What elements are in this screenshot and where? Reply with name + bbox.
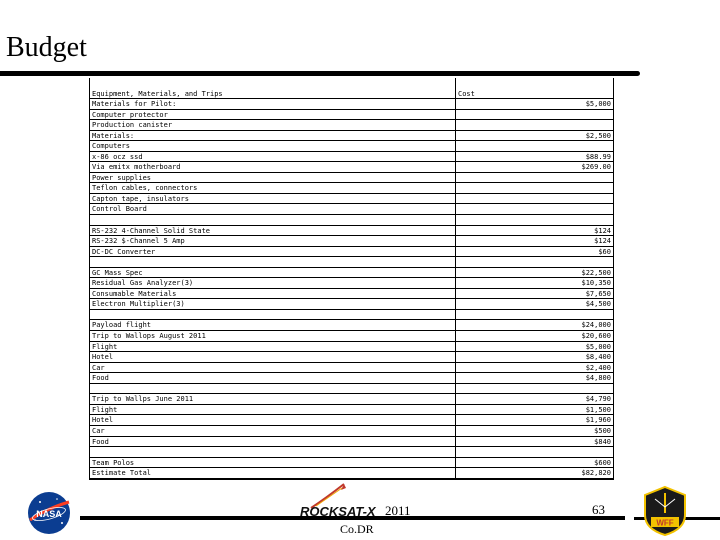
table-row: [90, 458, 613, 469]
row-item-cell: Flight: [90, 405, 456, 415]
table-row: [90, 183, 613, 194]
table-row: [90, 215, 613, 226]
row-item-cell: [90, 310, 456, 320]
table-row: [90, 363, 613, 374]
row-item-cell: Teflon cables, connectors: [90, 183, 456, 193]
table-row: [90, 236, 613, 247]
table-row: [90, 99, 613, 110]
row-item-cell: [90, 384, 456, 394]
table-row: [90, 278, 613, 289]
row-cost-cell: $2,500: [585, 131, 611, 140]
budget-table: [89, 78, 614, 480]
table-row: [90, 468, 613, 479]
table-row: [90, 299, 613, 310]
row-item-cell: Team Polos: [90, 458, 456, 468]
row-cost-cell: $24,000: [581, 321, 611, 330]
table-row: [90, 257, 613, 268]
row-item-cell: GC Mass Spec: [90, 268, 456, 278]
row-cost-cell: $600: [594, 458, 611, 467]
table-row: [90, 331, 613, 342]
row-cost-cell: $82,820: [581, 469, 611, 478]
table-row: [90, 310, 613, 321]
row-cost-cell: $10,350: [581, 279, 611, 288]
row-cost-cell: $840: [594, 437, 611, 446]
table-row: [90, 394, 613, 405]
row-cost-cell: [456, 257, 613, 267]
row-item-cell: Materials for Pilot:: [90, 99, 456, 109]
row-cost-cell: $124: [594, 237, 611, 246]
footer-codr: Co.DR: [340, 522, 374, 536]
row-item-cell: Food: [90, 373, 456, 383]
table-row: [90, 162, 613, 173]
row-item-cell: x-86 ocz ssd: [90, 152, 456, 162]
table-row: [90, 173, 613, 184]
row-cost-cell: [456, 110, 613, 120]
row-item-cell: Residual Gas Analyzer(3): [90, 278, 456, 288]
table-row: [90, 447, 613, 458]
table-row: [90, 247, 613, 258]
row-item-cell: Hotel: [90, 415, 456, 425]
row-item-cell: DC-DC Converter: [90, 247, 456, 257]
row-item-cell: Hotel: [90, 352, 456, 362]
row-item-cell: [90, 215, 456, 225]
row-cost-cell: $4,500: [585, 300, 611, 309]
row-cost-cell: [456, 384, 613, 394]
slide-title: Budget: [6, 32, 87, 63]
table-row: [90, 204, 613, 215]
row-item-cell: Trip to Wallps June 2011: [90, 394, 456, 404]
row-item-cell: Estimate Total: [90, 468, 456, 478]
table-row: [90, 352, 613, 363]
table-row: [90, 141, 613, 152]
row-item-cell: RS-232 $-Channel 5 Amp: [90, 236, 456, 246]
row-item-cell: [90, 257, 456, 267]
header-item-cell: Equipment, Materials, and Trips: [90, 78, 456, 98]
row-item-cell: RS-232 4-Channel Solid State: [90, 226, 456, 236]
row-item-cell: Food: [90, 437, 456, 447]
footer-year: 2011: [385, 503, 411, 518]
row-cost-cell: [456, 215, 613, 225]
row-cost-cell: $20,600: [581, 332, 611, 341]
row-item-cell: [90, 447, 456, 457]
row-cost-cell: [456, 120, 613, 130]
table-row: [90, 415, 613, 426]
table-header-row: [90, 78, 613, 99]
row-item-cell: Payload flight: [90, 320, 456, 330]
table-row: [90, 373, 613, 384]
rocksat-logo: [296, 480, 386, 520]
nasa-logo-text: NASA: [36, 509, 62, 519]
table-row: [90, 152, 613, 163]
table-row: [90, 320, 613, 331]
table-row: [90, 131, 613, 142]
table-row: [90, 384, 613, 395]
table-row: [90, 342, 613, 353]
row-cost-cell: [456, 194, 613, 204]
title-rule: [0, 71, 640, 76]
table-row: [90, 226, 613, 237]
row-cost-cell: $500: [594, 426, 611, 435]
nasa-logo: [26, 490, 72, 536]
row-item-cell: Trip to Wallops August 2011: [90, 331, 456, 341]
table-row: [90, 289, 613, 300]
row-cost-cell: $124: [594, 226, 611, 235]
row-item-cell: Electron Multiplier(3): [90, 299, 456, 309]
table-row: [90, 405, 613, 416]
row-cost-cell: $1,500: [585, 405, 611, 414]
rocksat-logo-text: ROCKSAT-X: [300, 504, 376, 519]
row-cost-cell: $1,960: [585, 416, 611, 425]
row-item-cell: Car: [90, 426, 456, 436]
table-row: [90, 120, 613, 131]
table-row: [90, 268, 613, 279]
row-item-cell: Car: [90, 363, 456, 373]
row-item-cell: Production canister: [90, 120, 456, 130]
table-row: [90, 110, 613, 121]
row-item-cell: Computer protector: [90, 110, 456, 120]
row-item-cell: Capton tape, insulators: [90, 194, 456, 204]
row-cost-cell: [456, 141, 613, 151]
row-item-cell: Control Board: [90, 204, 456, 214]
row-cost-cell: $88.99: [585, 152, 611, 161]
row-cost-cell: $8,400: [585, 353, 611, 362]
row-cost-cell: [456, 173, 613, 183]
row-cost-cell: $7,650: [585, 289, 611, 298]
row-cost-cell: $4,790: [585, 395, 611, 404]
header-cost-cell: Cost: [458, 90, 475, 98]
row-item-cell: Computers: [90, 141, 456, 151]
table-row: [90, 426, 613, 437]
table-row: [90, 194, 613, 205]
row-cost-cell: $4,800: [585, 374, 611, 383]
wff-logo-text: WFF: [656, 518, 674, 528]
row-cost-cell: $2,400: [585, 363, 611, 372]
row-cost-cell: [456, 183, 613, 193]
page-number: 63: [592, 502, 605, 517]
row-cost-cell: $22,500: [581, 268, 611, 277]
row-cost-cell: $5,000: [585, 100, 611, 108]
row-cost-cell: $269.00: [581, 163, 611, 172]
row-item-cell: Flight: [90, 342, 456, 352]
row-item-cell: Materials:: [90, 131, 456, 141]
row-cost-cell: [456, 310, 613, 320]
wff-logo: [641, 485, 689, 537]
row-cost-cell: [456, 204, 613, 214]
table-row: [90, 437, 613, 448]
row-cost-cell: $60: [598, 247, 611, 256]
row-cost-cell: $5,000: [585, 342, 611, 351]
row-item-cell: Power supplies: [90, 173, 456, 183]
row-cost-cell: [456, 447, 613, 457]
row-item-cell: Consumable Materials: [90, 289, 456, 299]
row-item-cell: Via emitx motherboard: [90, 162, 456, 172]
